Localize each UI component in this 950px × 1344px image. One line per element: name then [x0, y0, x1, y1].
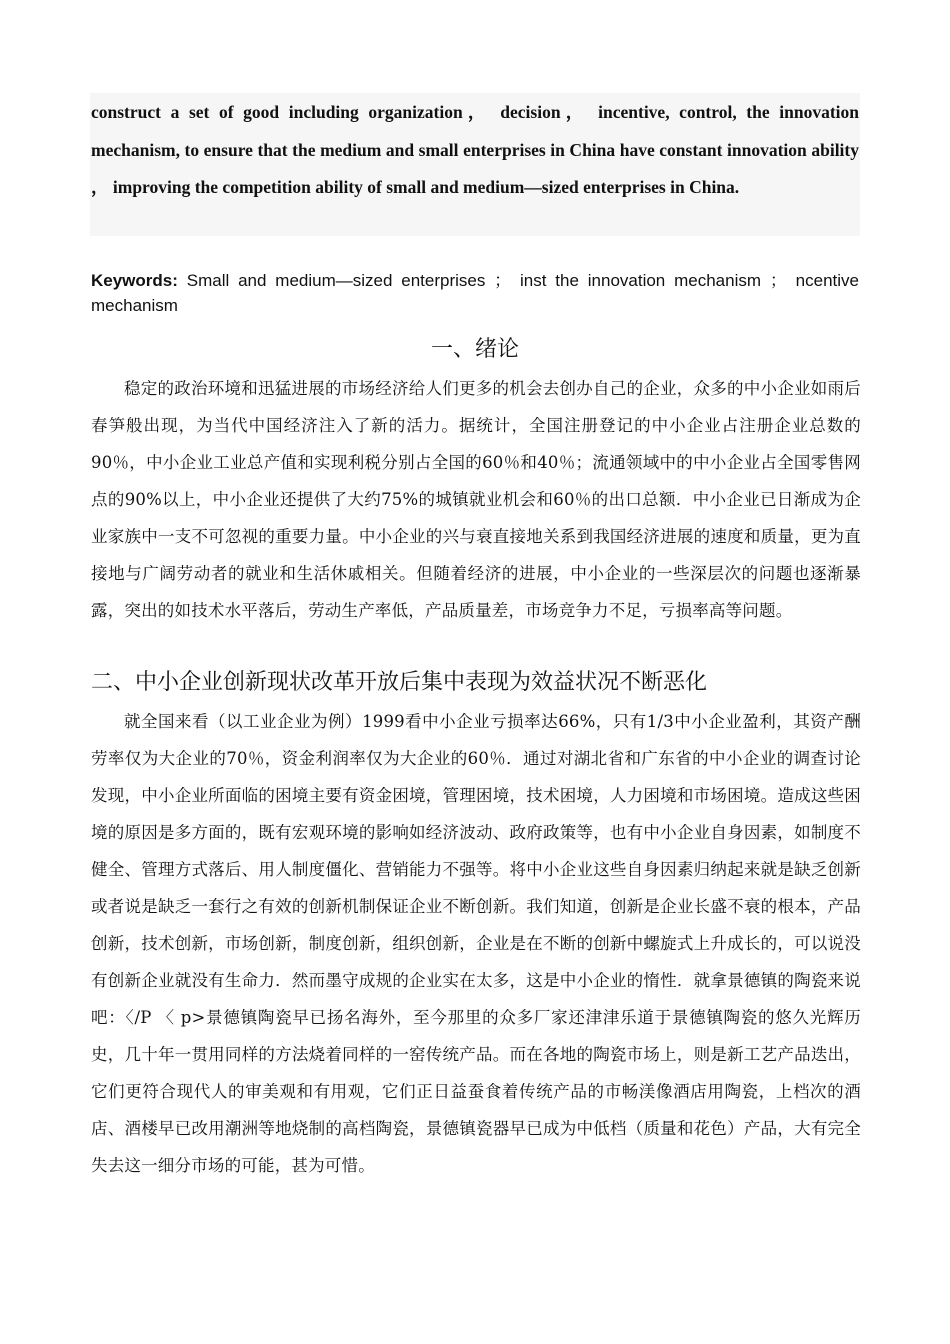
- section-title-status: 二、中小企业创新现状改革开放后集中表现为效益状况不断恶化: [91, 670, 708, 695]
- keywords-label: Keywords:: [91, 271, 178, 290]
- intro-paragraph: 稳定的政治环境和迅猛进展的市场经济给人们更多的机会去创办自己的企业，众多的中小企业如雨后春笋般出现，为当代中国经济注入了新的活力。据统计，全国注册登记的中小企业占注册企业总数的90％，中小企业工业总产值和实现利税分别占全国的60％和40％；流通领域中的中小企业占全国零售网点的90%以上，中小企业还提供了大约75%的城镇就业机会和60％的出口总额．中小企业已日渐成为企业家族中一支不可忽视的重要力量。中小企业的兴与衰直接地关系到我国经济进展的速度和质量，更为直接地与广阔劳动者的就业和生活休戚相关。但随着经济的进展，中小企业的一些深层次的问题也逐渐暴露，突出的如技术水平落后，劳动生产率低，产品质量差，市场竞争力不足，亏损率高等问题。: [91, 379, 861, 620]
- keywords-line: [91, 268, 859, 318]
- section-title-intro: 一、绪论: [430, 337, 519, 362]
- keywords-text: Small and medium—sized enterprises ； inst the innovation mechanism ； ncentive mechanism: [91, 271, 859, 315]
- abstract-text: construct a set of good including organization， decision， incentive, control, the innovation mechanism, to ensure that the medium and small enterprises in China have constant innovation ability ， improving the competition ability of small and medium—sized enterprises in China.: [91, 102, 859, 197]
- status-paragraph: 就全国来看（以工业企业为例）1999看中小企业亏损率达66%，只有1/3中小企业盈利，其资产酬劳率仅为大企业的70％，资金利润率仅为大企业的60％．通过对湖北省和广东省的中小企业的调查讨论发现，中小企业所面临的困境主要有资金困境，管理困境，技术困境，人力困境和市场困境。造成这些困境的原因是多方面的，既有宏观环境的影响如经济波动、政府政策等，也有中小企业自身因素，如制度不健全、管理方式落后、用人制度僵化、营销能力不强等。将中小企业这些自身因素归纳起来就是缺乏创新或者说是缺乏一套行之有效的创新机制保证企业不断创新。我们知道，创新是企业长盛不衰的根本，产品创新，技术创新，市场创新，制度创新，组织创新，企业是在不断的创新中螺旋式上升成长的，可以说没有创新企业就没有生命力．然而墨守成规的企业实在太多，这是中小企业的惰性．就拿景德镇的陶瓷来说吧：〈/P 〈 p>景德镇陶瓷早已扬名海外，至今那里的众多厂家还津津乐道于景德镇陶瓷的悠久光辉历史，几十年一贯用同样的方法烧着同样的一窑传统产品。而在各地的陶瓷市场上，则是新工艺产品迭出，它们更符合现代人的审美观和有用观，它们正日益蚕食着传统产品的市畅渼像酒店用陶瓷，上档次的酒店、酒楼早已改用潮洲等地烧制的高档陶瓷，景德镇瓷器早已成为中低档（质量和花色）产品，大有完全失去这一细分市场的可能，甚为可惜。: [91, 712, 861, 1175]
